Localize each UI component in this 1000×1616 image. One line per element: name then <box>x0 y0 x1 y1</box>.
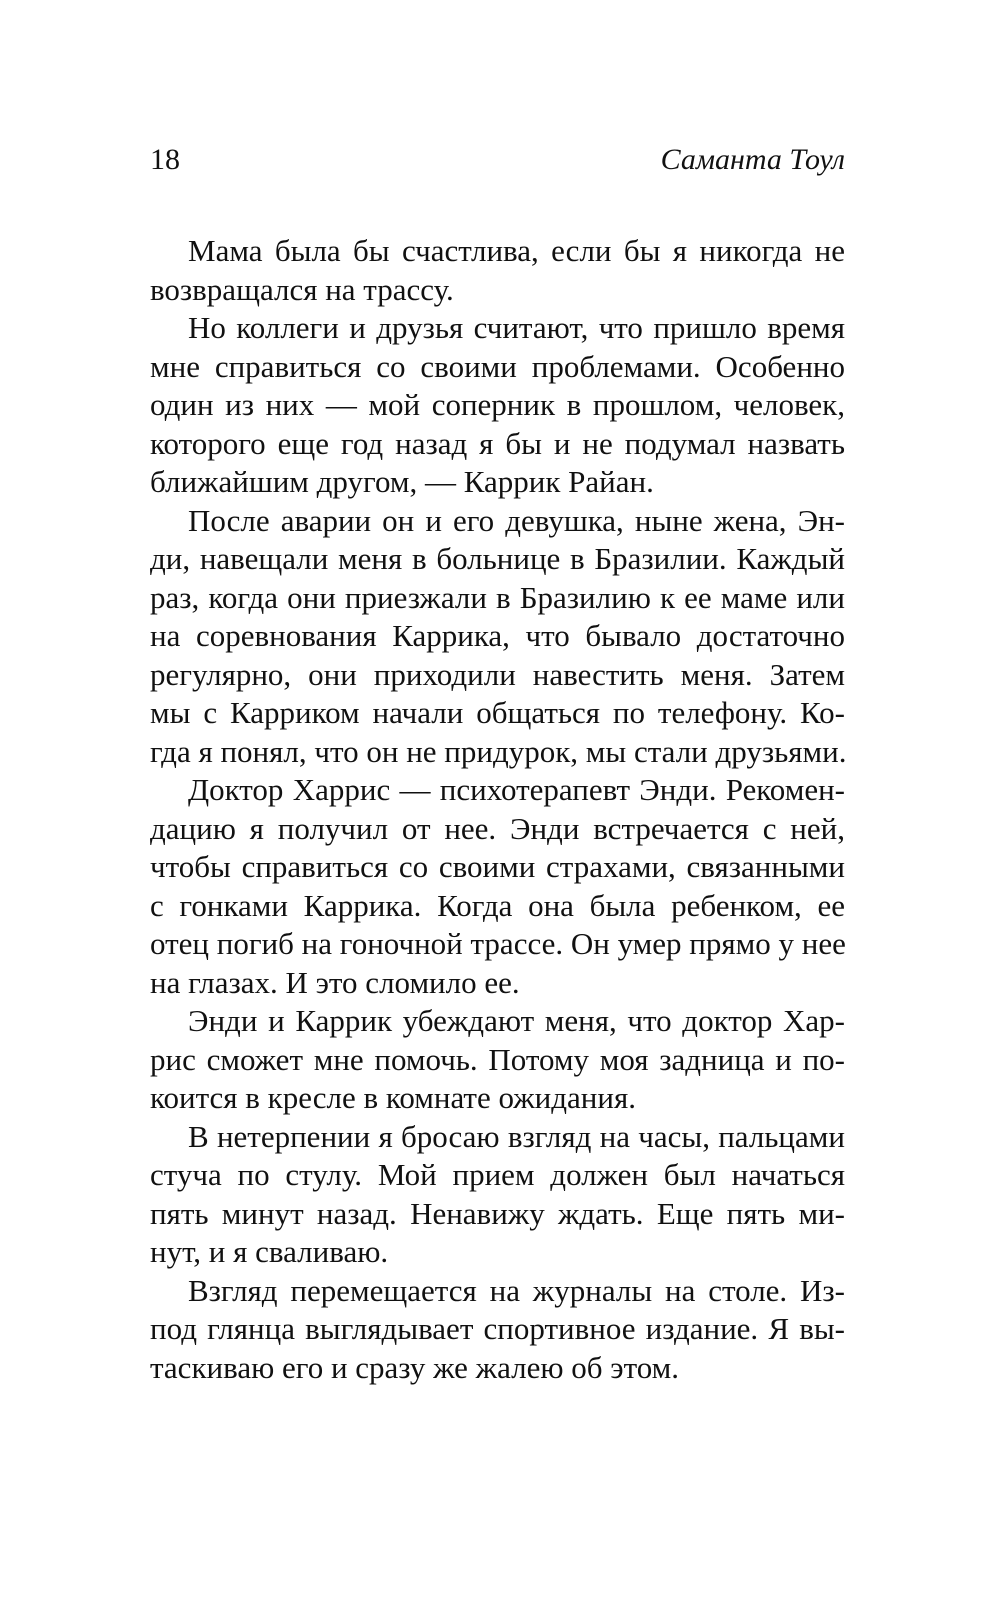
text-line: дацию я получил от нее. Энди встречается с ней, <box>150 810 845 846</box>
text-line: один из них — мой соперник в прошлом, человек, <box>150 387 845 422</box>
text-line: В нетерпении я бросаю взгляд на часы, пальцами <box>188 1118 845 1154</box>
text-line: с гонками Каррика. Когда она была ребенком, ее <box>150 887 845 923</box>
text-line: нут, и я сваливаю. <box>150 1234 389 1269</box>
text-line: возвращался на трассу. <box>150 271 454 307</box>
text-line: Энди и Каррик убеждают меня, что доктор Хар- <box>188 1003 845 1038</box>
text-line: отец погиб на гоночной трассе. Он умер прямо у нее <box>150 926 846 961</box>
paragraph-6 <box>150 1118 845 1272</box>
text-line: на глазах. И это сломило ее. <box>150 964 520 1000</box>
paragraph-5 <box>150 1002 845 1118</box>
text-line: ди, навещали меня в больнице в Бразилии. Каждый <box>150 541 845 576</box>
text-line: под глянца выглядывает спортивное издание. Я вы- <box>150 1311 845 1346</box>
text-line: коится в кресле в комнате ожидания. <box>150 1080 636 1115</box>
text-line: стуча по стулу. Мой прием должен был начаться <box>150 1157 845 1192</box>
paragraph-7 <box>150 1272 845 1388</box>
paragraph-1 <box>150 232 845 309</box>
running-title: Саманта Тоул <box>660 143 845 176</box>
text-line: гда я понял, что он не придурок, мы стали друзьями. <box>150 733 847 769</box>
text-line: Мама была бы счастлива, если бы я никогда не <box>188 233 845 268</box>
text-line: регулярно, они приходили навестить меня. Затем <box>150 656 845 692</box>
text-line: таскиваю его и сразу же жалею об этом. <box>150 1349 679 1385</box>
text-line: чтобы справиться со своими страхами, связанными <box>150 849 845 884</box>
text-line: После аварии он и его девушка, ныне жена, Эн- <box>188 502 845 538</box>
text-line: Но коллеги и друзья считают, что пришло время <box>188 310 845 345</box>
paragraph-3 <box>150 502 845 772</box>
text-line: рис сможет мне помочь. Потому моя задница и по- <box>150 1041 845 1077</box>
text-line: на соревнования Каррика, что бывало достаточно <box>150 618 845 653</box>
body-text <box>150 232 845 1387</box>
text-line: мне справиться со своими проблемами. Особенно <box>150 348 845 384</box>
text-line: ближайшим другом, — Каррик Райан. <box>150 464 654 499</box>
text-line: Доктор Харрис — психотерапевт Энди. Рекомен- <box>188 772 845 807</box>
page-number: 18 <box>150 143 180 176</box>
paragraph-2 <box>150 309 845 502</box>
text-line: мы с Карриком начали общаться по телефону. Ко- <box>150 695 845 730</box>
text-line: которого еще год назад я бы и не подумал назвать <box>150 425 845 461</box>
text-line: пять минут назад. Ненавижу ждать. Еще пять ми- <box>150 1195 845 1231</box>
running-head <box>150 140 845 180</box>
paragraph-4 <box>150 771 845 1002</box>
text-line: раз, когда они приезжали в Бразилию к ее маме или <box>150 579 845 615</box>
text-line: Взгляд перемещается на журналы на столе. Из- <box>188 1272 845 1308</box>
